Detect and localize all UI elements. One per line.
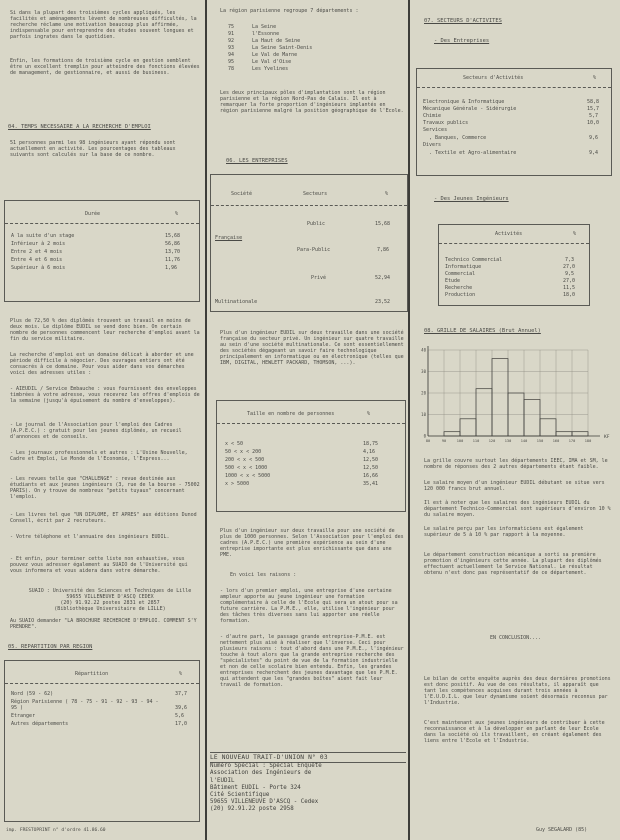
table-cell: 15,7 <box>587 106 600 112</box>
department-name: La Haut de Seine <box>252 38 301 44</box>
table-row: Electronique & Informatique <box>423 99 505 105</box>
table-header-unit: % <box>385 191 389 197</box>
paragraph-g: Il est à noter que les salaires des ingénieurs EUDIL du département Technico-Commercial sont supérieurs d'environ 10 % du salaire moyen. <box>424 500 614 518</box>
table-cell: 56,86 <box>165 241 181 247</box>
table-cell: 27,0 <box>563 278 576 284</box>
x-tick-label: 120 <box>488 439 496 443</box>
column-left <box>0 0 204 840</box>
department-name: La Seine Saint-Denis <box>252 45 313 51</box>
section-4-text: 51 personnes parmi les 98 ingénieurs ayant répondu sont actuellement en activité. Les pourcentages des tableaux suivants sont calculés sur la base de ce nombre. <box>10 140 179 158</box>
paragraph-e: La grille couvre surtout les départements IEEC, IMA et SM, le nombre de réponses des 2 autres départements étant faible. <box>424 458 611 470</box>
department-name: Les Yvelines <box>252 66 289 72</box>
table-row: , Banques, Commerce <box>429 135 487 141</box>
table-cell: 7,3 <box>565 257 575 263</box>
table-row: 200 < x < 500 <box>225 457 265 463</box>
x-tick-label: 110 <box>472 439 480 443</box>
table-row: Etude <box>445 278 461 284</box>
paragraph-i: Le département construction mécanique a sorti sa première promotion d'ingénieurs cette année. La plupart des diplômés effectuent actuellement le Service National. Le résultat obtenu n'est donc pas représentatif de ce département. <box>424 552 605 576</box>
region-paragraph: Les deux principaux pôles d'implantation sont la région parisienne et la région Nord-Pas de Calais. Il est à remarquer la forte proportion d'ingénieurs implantés en région parisienne malgré la position géographique de l'Ecole. <box>220 90 404 114</box>
conclusion-2: C'est maintenant aux jeunes ingénieurs de contribuer à cette reconnaissance et à la développer en parlant de leur Ecole dans la société où ils travaillent, en créant également des liens entre l'Ecole et l'Industrie. <box>424 720 608 744</box>
table-row: Travaux publics <box>423 120 469 126</box>
table-cell: 39,6 <box>175 705 188 711</box>
y-tick-label: 30 <box>421 369 426 374</box>
table-company-size <box>216 400 406 512</box>
x-tick-label: 150 <box>536 439 544 443</box>
conclusion-1: Le bilan de cette enquête auprès des deux dernières promotions est donc positif. Au vue de ces résultats, il apparaît que tant les compétences acquises durant trois années à l'E.U.D.I.L. que leur dynamisme soient désormais reconnus par l'Industrie. <box>424 676 614 706</box>
x-tick-label: 160 <box>552 439 560 443</box>
subsection-companies: - Des Entreprises <box>434 38 490 44</box>
table-size-header-label: Taille en nombre de personnes <box>247 411 335 417</box>
table-cell: 1,96 <box>165 265 178 271</box>
department-code: 95 <box>228 59 235 65</box>
table-duration-header-label: Durée <box>85 211 101 217</box>
table-region-header-label: Répartition <box>75 671 109 677</box>
table-cell: 9,6 <box>589 135 599 141</box>
table-duration <box>4 200 200 302</box>
list-item: - AIEUDIL / Service Embauche : vous fournissent des enveloppes timbrées à votre adresse, vous recevrez les offres d'emplois de la semaine (jusqu'à épuisement du nombre d'enveloppes). <box>10 386 203 404</box>
y-tick-label: 40 <box>421 347 426 353</box>
suaio-note: Au SUAIO demander "LA BROCHURE RECHERCHE D'EMPLOI. COMMENT S'Y PRENDRE". <box>10 618 200 630</box>
table-row: Inférieur à 2 mois <box>11 241 66 247</box>
table-row: Commercial <box>445 271 476 277</box>
table-duration-header-unit: % <box>175 211 179 217</box>
x-tick-label: 100 <box>456 439 464 443</box>
footer-line: Numéro Spécial : Spécial Enquête <box>210 763 322 770</box>
table-cell: 37,7 <box>175 691 188 697</box>
histogram-bar <box>476 389 492 436</box>
department-code: 75 <box>228 24 235 30</box>
table-row: Nord (59 - 62) <box>11 691 54 697</box>
department-name: La Seine <box>252 24 277 30</box>
section-7-title: 07. SECTEURS D'ACTIVITES <box>424 18 502 24</box>
x-tick-label: 90 <box>441 439 447 443</box>
paragraph-c: Plus d'un ingénieur EUDIL sur deux travaille dans une société française du secteur privé. Un ingénieur sur quatre travaille au sein d'une société multinationale. Ce sont essentiellement des sociétés dégageant un savoir faire technologique principalement en informatique ou en électronique (telles que IBM, DIGITAL, HEWLETT PACKARD, THOMSON, ...). <box>220 330 407 366</box>
department-code: 94 <box>228 52 235 58</box>
footer-line: (20) 92.91.22 poste 2958 <box>210 806 294 813</box>
table-companies <box>210 174 408 312</box>
table-row: Région Parisienne ( 78 - 75 - 91 - 92 - 93 - 94 - 95 ) <box>11 699 162 711</box>
x-tick-label: 140 <box>520 439 528 443</box>
table-row: Divers <box>423 142 442 148</box>
table-row: 1000 < x < 5000 <box>225 473 271 479</box>
table-cell: 5,7 <box>589 113 599 119</box>
table-cell: 52,94 <box>375 275 391 281</box>
table-cell: 12,50 <box>363 457 379 463</box>
y-tick-label: 0 <box>423 433 426 439</box>
table-row: x > 5000 <box>225 481 250 487</box>
table-cell: 13,70 <box>165 249 181 255</box>
paragraph-h: Le salaire perçu par les informaticiens est également supérieur de 5 à 10 % par rapport à la moyenne. <box>424 526 587 538</box>
table-row: Supérieur à 6 mois <box>11 265 66 271</box>
table-activities-header-unit: % <box>573 231 577 237</box>
x-tick-label: 130 <box>504 439 512 443</box>
imprint: imp. FRESTOPRINT n° d'ordre 41.86.60 <box>6 828 106 833</box>
footer-line: Cité Scientifique <box>210 792 270 799</box>
table-cell: 35,41 <box>363 481 379 487</box>
section-5-title: 05. REPARTITION PAR REGION <box>8 644 93 650</box>
table-cell: 18,75 <box>363 441 379 447</box>
suaio-address: SUAIO : Université des Sciences et Techniques de Lille 59655 VILLENEUVE D'ASCQ CEDEX (20) 91.92.22 postes 2831 et 2857 (Bibliothèque Universitaire de LILLE) <box>28 588 192 612</box>
table-row: x < 50 <box>225 441 244 447</box>
table-row: Informatique <box>445 264 482 270</box>
table-cell: 58,8 <box>587 99 600 105</box>
department-name: l'Essonne <box>252 31 280 37</box>
region-intro: La région parisienne regroupe 7 départements : <box>220 8 359 14</box>
table-row: Chimie <box>423 113 442 119</box>
footer-line: Association des Ingénieurs de <box>210 770 312 777</box>
list-item: - Le journal de l'Association pour l'emploi des Cadres (A.P.E.C.) : gratuit pour les jeunes diplômés, un recueil d'annonces et de conseils. <box>10 422 185 440</box>
histogram-bar <box>556 432 572 436</box>
footer-title: LE NOUVEAU TRAIT-D'UNION N° 03 <box>210 752 406 763</box>
intro-paragraph: Si dans la plupart des troisièmes cycles appliqués, les facilités et aménagements lèvent de nombreuses difficultés, la recherche réclame une motivation beaucoup plus affirmée, indispensable pour entreprendre des études souvent longues et parfois ingrates dans le quotidien. <box>10 10 200 40</box>
signature: Guy SEGALARD (85) <box>536 827 588 833</box>
table-row: Production <box>445 292 476 298</box>
table-sectors-header-label: Secteurs d'Activités <box>463 75 524 81</box>
list-item: - Les revues telle que "CHALLENGE" : revue destinée aux étudiants et aux jeunes ingénieurs (3, rue de la bourse - 75002 PARIS). On y trouve de nombreux "petits tuyaux" concernant l'emploi. <box>10 476 203 500</box>
table-region <box>4 660 200 822</box>
x-axis-unit-label: KF <box>604 435 610 440</box>
table-cell: 11,5 <box>563 285 576 291</box>
footer-line: l'EUDIL <box>210 777 235 784</box>
x-tick-label: 80 <box>425 439 431 443</box>
table-row: . Textile et Agro-alimentaire <box>429 150 517 156</box>
table-header-societe: Société <box>231 191 253 197</box>
intro-paragraph-2: Enfin, les formations de troisième cycle en gestion semblent être un excellent tremplin pour atteindre des fonctions élevées de management, de gestionnaire, et aussi de business. <box>10 58 203 76</box>
department-code: 78 <box>228 66 235 72</box>
table-cell: 5,6 <box>175 713 185 719</box>
paragraph-d: Plus d'un ingénieur sur deux travaille pour une société de plus de 1000 personnes. Selon l'Association pour l'emploi des cadres (A.P.E.C.) une première expérience au sein d'une entreprise importante est plus enrichissante que dans une PME. <box>220 528 407 558</box>
table-cell: 27,0 <box>563 264 576 270</box>
department-name: Le Val d'Oise <box>252 59 292 65</box>
y-tick-label: 10 <box>421 412 426 417</box>
table-row: Technico Commercial <box>445 257 503 263</box>
table-cell: 17,0 <box>175 721 188 727</box>
histogram-bar <box>492 359 508 436</box>
histogram-bar <box>444 432 460 436</box>
histogram-bar <box>540 419 556 436</box>
table-activities-header-label: Activités <box>495 231 523 237</box>
paragraph-b: La recherche d'emploi est un domaine délicat à aborder et une période difficile à négocier. Des ouvrages entiers ont été consacrés à ce domaine. Pour vous aider dans vos démarches voici des adresses utiles : <box>10 352 197 376</box>
salary-histogram <box>414 340 618 450</box>
histogram-bar <box>572 432 588 436</box>
table-row: Mécanique Générale - Sidérurgie <box>423 106 517 112</box>
paragraph-f: Le salaire moyen d'un ingénieur EUDIL débutant se situe vers 120 000 francs brut annuel. <box>424 480 608 492</box>
section-8-title: 08. GRILLE DE SALAIRES (Brut Annuel) <box>424 328 541 334</box>
histogram-bar <box>460 419 476 436</box>
table-row: 50 < x < 200 <box>225 449 262 455</box>
paragraph-a: Plus de 72,50 % des diplômés trouvent un travail en moins de deux mois. Le diplôme EUDIL se vend donc bien. On certain nombre de personnes commencent leur recherche d'emploi avant la fin du service militaire. <box>10 318 203 342</box>
list-item: - Votre téléphone et l'annuaire des ingénieurs EUDIL. <box>10 534 170 540</box>
table-row: Para-Public <box>297 247 331 253</box>
reasons-1: - lors d'un premier emploi, une entreprise d'une certaine ampleur apporte au jeune ingénieur une formation complémentaire à celle de l'Ecole qui sera un atout pour sa future carrière. La P.M.E., elle, utilise l'ingénieur pour des tâches très diverses sans lui apporter une réelle formation. <box>220 588 401 624</box>
list-item: - Et enfin, pour terminer cette liste non exhaustive, vous pouvez vous adresser également au SUAIO de l'Université qui vous informera et vous aidera dans votre démarche. <box>10 556 191 574</box>
table-activities <box>438 224 590 306</box>
table-cell: 23,52 <box>375 299 391 305</box>
subsection-young-engineers: - Des Jeunes Ingénieurs <box>434 196 509 202</box>
table-sectors-header-unit: % <box>593 75 597 81</box>
table-row: Entre 4 et 6 mois <box>11 257 63 263</box>
footer-line: Bâtiment EUDIL - Porte 324 <box>210 784 301 791</box>
table-cell: 4,16 <box>363 449 376 455</box>
table-size-header-unit: % <box>367 411 371 417</box>
department-code: 92 <box>228 38 235 44</box>
label-francaise: Française <box>215 235 243 241</box>
table-sectors <box>416 68 612 176</box>
table-cell: 18,0 <box>563 292 576 298</box>
table-row: Public <box>307 221 326 227</box>
department-code: 93 <box>228 45 235 51</box>
list-item: - Les journaux professionnels et autres : L'Usine Nouvelle, Cadre et Emploi, Le Monde de l'Economie, l'Express... <box>10 450 191 462</box>
table-row: Recherche <box>445 285 473 291</box>
footer-box <box>210 752 406 838</box>
table-cell: 16,66 <box>363 473 379 479</box>
table-row: Privé <box>311 275 327 281</box>
column-middle <box>206 0 408 840</box>
table-cell: 9,5 <box>565 271 575 277</box>
table-row: Services <box>423 127 448 133</box>
table-cell: 9,4 <box>589 150 599 156</box>
table-row: 500 < x < 1000 <box>225 465 268 471</box>
label-multinationale: Multinationale <box>215 299 258 305</box>
table-cell: 11,76 <box>165 257 181 263</box>
department-name: Le Val de Marne <box>252 52 298 58</box>
table-row: A la suite d'un stage <box>11 233 75 239</box>
table-row: Entre 2 et 4 mois <box>11 249 63 255</box>
x-tick-label: 180 <box>584 439 592 443</box>
conclusion-title: EN CONCLUSION.... <box>490 635 542 641</box>
table-region-header-unit: % <box>179 671 183 677</box>
department-code: 91 <box>228 31 235 37</box>
section-4-title: 04. TEMPS NECESSAIRE A LA RECHERCHE D'EMPLOI <box>8 124 151 130</box>
section-6-title: 06. LES ENTREPRISES <box>226 158 288 164</box>
table-cell: 10,0 <box>587 120 600 126</box>
table-header-secteurs: Secteurs <box>303 191 328 197</box>
footer-line: 59655 VILLENEUVE D'ASCQ - Cedex <box>210 799 319 806</box>
table-cell: 15,68 <box>375 221 391 227</box>
histogram-bar <box>524 399 540 436</box>
list-item: - Les livres tel que "UN DIPLOME, ET APRES" aux éditions Dunod Consell, écrit par 2 recruteurs. <box>10 512 200 524</box>
reasons-intro: En voici les raisons : <box>230 572 297 578</box>
table-cell: 7,86 <box>377 247 390 253</box>
reasons-2: - d'autre part, le passage grande entreprise-P.M.E. est nettement plus aisé à réaliser que l'inverse. Ceci pour plusieurs raisons : tout d'abord dans une P.M.E., l'ingénieur touche à tout alors que la grande entreprise recherche des "spécialistes" du point de vue de la formation industrielle et non de celle scolaire bien entendu. Enfin, les grandes entreprises recherchent des jeunes davantage que les P.M.E. qui attendent que les "grandes boîtes" aient fait leur travail de formation. <box>220 634 407 688</box>
column-right <box>410 0 620 840</box>
x-tick-label: 170 <box>568 439 576 443</box>
table-cell: 12,50 <box>363 465 379 471</box>
table-row: Etranger <box>11 713 36 719</box>
table-cell: 15,68 <box>165 233 181 239</box>
table-row: Autres départements <box>11 721 69 727</box>
y-tick-label: 20 <box>421 390 426 396</box>
